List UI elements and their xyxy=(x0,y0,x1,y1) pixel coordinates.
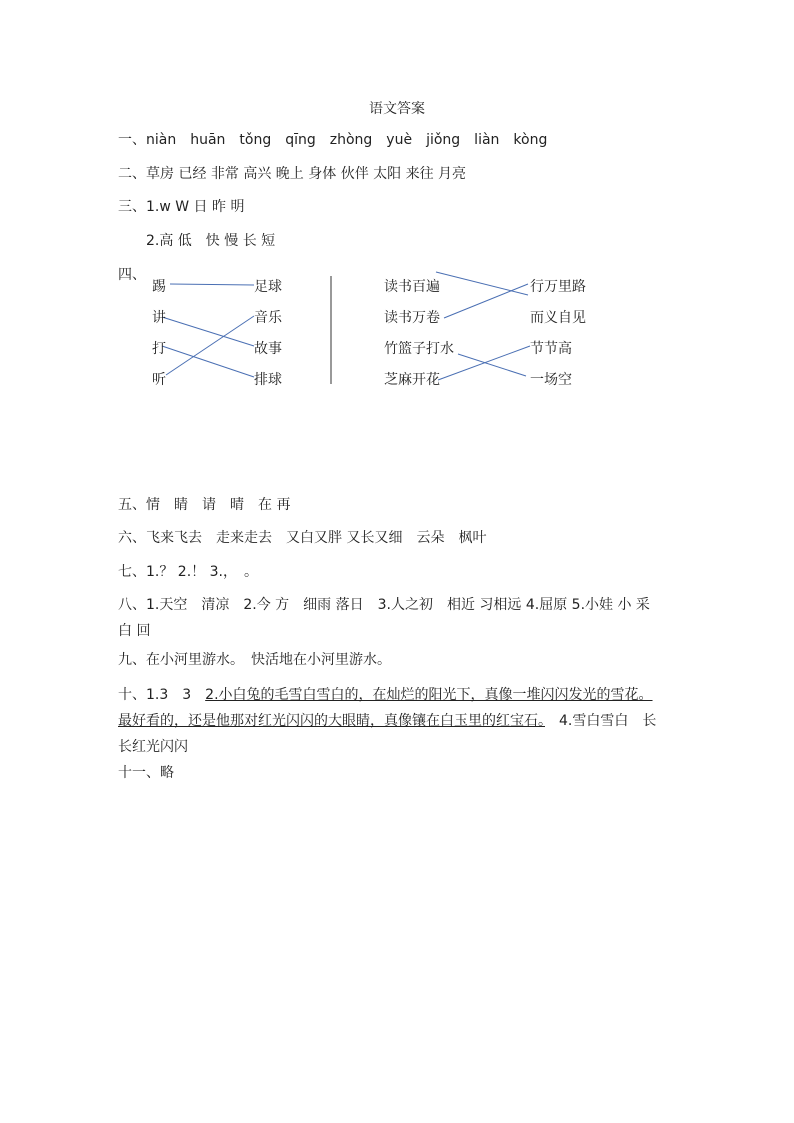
answer-q10-prefix: 十、1.3 3 xyxy=(118,687,206,703)
match-left2-item: 排球 xyxy=(254,372,282,388)
answer-q3-line1: 三、1.w W 日 昨 明 xyxy=(118,199,245,215)
answer-q1: 一、niàn huān tǒng qīng zhòng yuè jiǒng liàn kòng xyxy=(118,132,548,148)
match-left1-item: 踢 xyxy=(152,279,166,295)
matching-diagram xyxy=(118,262,638,392)
answer-q8: 八、1.天空 清凉 2.今 方 细雨 落日 3.人之初 相近 习相远 4.屈原 5.小娃 小 采白 回 xyxy=(118,597,650,639)
match-right1-item: 读书百遍 xyxy=(384,279,440,295)
match-right1-item: 芝麻开花 xyxy=(384,372,440,388)
answer-q10-underlined: 2.小白兔的毛雪白雪白的，在灿烂的阳光下，真像一堆闪闪发光的雪花。最好看的，还是他那对红光闪闪的大眼睛，真像镶在白玉里的红宝石。 xyxy=(118,687,653,729)
match-right2-item: 节节高 xyxy=(530,341,572,357)
page-title: 语文答案 xyxy=(369,101,425,117)
match-line-1 xyxy=(170,284,254,285)
match-left1-item: 打 xyxy=(152,341,166,357)
match-right1-item: 读书万卷 xyxy=(384,310,440,326)
answer-q7: 七、1.？ 2.！ 3.， 。 xyxy=(118,564,258,580)
answer-q5: 五、情 睛 请 晴 在 再 xyxy=(118,497,291,513)
answer-q10-suffix: 4.雪白雪白 长长红光闪闪 xyxy=(118,713,657,755)
match-line-6 xyxy=(444,284,528,318)
answer-q4-label: 四、 xyxy=(118,267,146,283)
match-line-5 xyxy=(436,272,528,295)
match-line-7 xyxy=(458,354,526,376)
match-line-3 xyxy=(162,346,254,377)
answer-q6: 六、飞来飞去 走来走去 又白又胖 又长又细 云朵 枫叶 xyxy=(118,530,487,546)
match-left2-item: 足球 xyxy=(254,279,282,295)
match-left1-item: 听 xyxy=(152,372,166,388)
answer-q10 xyxy=(118,682,663,760)
match-left1-item: 讲 xyxy=(152,310,166,326)
match-right2-item: 而义自见 xyxy=(530,310,586,326)
match-right2-item: 一场空 xyxy=(530,372,572,388)
answer-q3-line2: 2.高 低 快 慢 长 短 xyxy=(146,233,276,249)
match-right2-item: 行万里路 xyxy=(530,279,586,295)
match-right1-item: 竹篮子打水 xyxy=(384,341,454,357)
match-left2-item: 音乐 xyxy=(254,310,282,326)
answer-q9: 九、在小河里游水。 快活地在小河里游水。 xyxy=(118,652,391,668)
answer-q2: 二、草房 已经 非常 高兴 晚上 身体 伙伴 太阳 来往 月亮 xyxy=(118,166,467,182)
answer-q11: 十一、略 xyxy=(118,765,174,781)
match-line-2 xyxy=(162,317,254,346)
match-line-4 xyxy=(166,316,254,375)
match-left2-item: 故事 xyxy=(254,341,282,357)
